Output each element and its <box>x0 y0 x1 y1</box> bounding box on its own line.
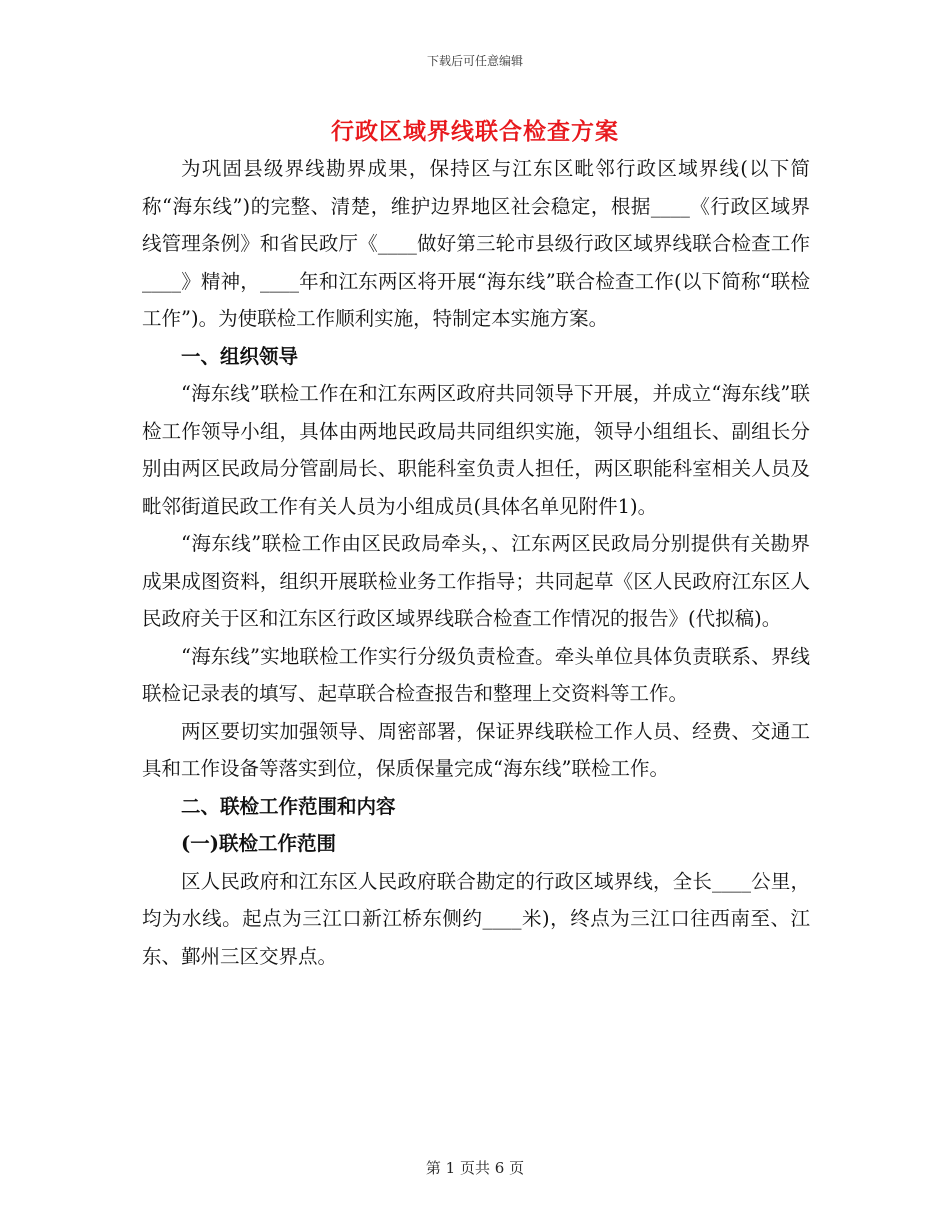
paragraph-organization-3: “海东线”实地联检工作实行分级负责检查。牵头单位具体负责联系、界线联检记录表的填写、起草联合检查报告和整理上交资料等工作。 <box>142 644 810 705</box>
document-body <box>142 150 810 975</box>
subsection-heading-scope: (一)联检工作范围 <box>181 832 336 855</box>
paragraph-organization-2: “海东线”联检工作由区民政局牵头，、江东两区民政局分别提供有关勘界成果成图资料，组织开展联检业务工作指导；共同起草《区人民政府江东区人民政府关于区和江东区行政区域界线联合检查工作情况的报告》(代拟稿)。 <box>142 532 810 630</box>
document-title: 行政区域界线联合检查方案 <box>331 118 619 145</box>
header-note: 下载后可任意编辑 <box>426 54 523 68</box>
paragraph-intro: 为巩固县级界线勘界成果，保持区与江东区毗邻行政区域界线(以下简称“海东线”)的完整、清楚，维护边界地区社会稳定，根据____《行政区域界线管理条例》和省民政厅《____做好第三轮市县级行政区域界线联合检查工作____》精神，____年和江东两区将开展“海东线”联合检查工作(以下简称“联检工作”)。为使联检工作顺利实施，特制定本实施方案。 <box>142 157 810 330</box>
section-heading-scope-content: 二、联检工作范围和内容 <box>181 794 396 818</box>
paragraph-organization-4: 两区要切实加强领导、周密部署，保证界线联检工作人员、经费、交通工具和工作设备等落实到位，保质保量完成“海东线”联检工作。 <box>142 719 810 780</box>
page-footer: 第 1 页共 6 页 <box>425 1159 525 1177</box>
paragraph-organization-1: “海东线”联检工作在和江东两区政府共同领导下开展，并成立“海东线”联检工作领导小组，具体由两地民政局共同组织实施，领导小组组长、副组长分别由两区民政局分管副局长、职能科室负责人担任，两区职能科室相关人员及毗邻街道民政工作有关人员为小组成员(具体名单见附件1)。 <box>142 382 810 518</box>
paragraph-scope: 区人民政府和江东区人民政府联合勘定的行政区域界线，全长____公里，均为水线。起点为三江口新江桥东侧约____米)，终点为三江口往西南至、江东、鄞州三区交界点。 <box>142 869 810 968</box>
section-heading-organization: 一、组织领导 <box>181 344 299 368</box>
